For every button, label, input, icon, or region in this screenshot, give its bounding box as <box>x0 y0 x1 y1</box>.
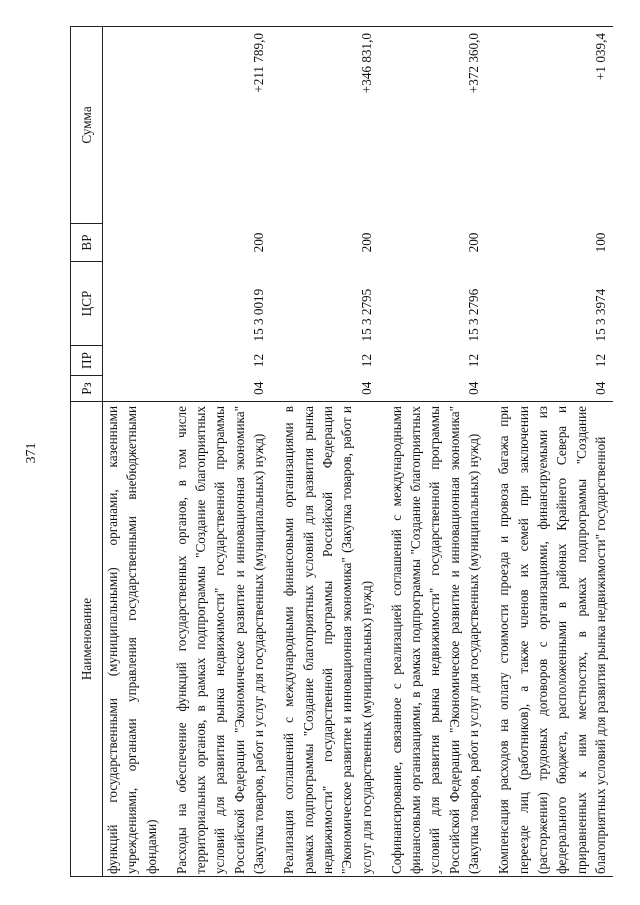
rotated-page-content <box>70 27 608 877</box>
header-rz: Рз <box>71 376 103 402</box>
row-sum: +346 831,0 <box>271 27 378 224</box>
row-name: Расходы на обеспечение функций государственных органов, в том числе территориальных органов, в рамках подпрограммы "Создание благоприятных условий для развития рынка недвижимости" государственной программы Российской Федерации "Экономическое развитие и инновационная экономика" (Закупка товаров, работ и услуг для государственных (муниципальных) нужд) <box>164 402 271 877</box>
header-sum: Сумма <box>71 27 103 224</box>
header-name: Наименование <box>71 402 103 877</box>
row-sum: +1 039,4 <box>486 27 613 224</box>
table-row <box>103 27 164 877</box>
header-pr: ПР <box>71 346 103 376</box>
row-pr: 12 <box>251 353 267 368</box>
row-rz: 04 <box>251 381 267 395</box>
row-pr <box>103 346 164 376</box>
row-vr: 200 <box>251 232 267 253</box>
header-vr: ВР <box>71 224 103 262</box>
row-sum: +211 789,0 <box>164 27 271 224</box>
row-sum <box>103 27 164 224</box>
row-name: функций государственными (муниципальными) органами, казенными учреждениями, органами управления государственными внебюджетными фондами) <box>103 402 164 877</box>
header-csr: ЦСР <box>71 262 103 346</box>
row-rz <box>103 376 164 402</box>
row-csr: 15 3 3974 <box>592 288 608 342</box>
table-row <box>164 27 271 877</box>
table-row <box>379 27 486 877</box>
page-number: 371 <box>24 442 39 464</box>
row-name: Реализация соглашений с международными финансовыми организациями в рамках подпрограммы "Создание благоприятных условий для развития рынка недвижимости" государственной программы Российской Федерации "Экономическое развитие и инновационная экономика" (Закупка товаров, работ и услуг для государственных (муниципальных) нужд) <box>271 402 378 877</box>
table-row <box>486 27 613 877</box>
row-sum: +372 360,0 <box>379 27 486 224</box>
row-rz: 04 <box>466 381 482 395</box>
row-name: Компенсация расходов на оплату стоимости проезда и провоза багажа при переезде лиц (работников), а также членов их семей при заключении (расторжении) трудовых договоров с организациями, финансируемыми из федерального бюджета, расположенными в районах Крайнего Севера и приравненных к ним местностях, в рамках подпрограммы "Создание благоприятных условий для развития рынка недвижимости" государственной <box>486 402 613 877</box>
row-vr: 200 <box>358 232 374 253</box>
row-csr <box>103 262 164 346</box>
row-pr: 12 <box>358 353 374 368</box>
row-name: Софинансирование, связанное с реализацией соглашений с международными финансовыми организациями, в рамках подпрограммы "Создание благоприятных условий для развития рынка недвижимости" государственной программы Российской Федерации "Экономическое развитие и инновационная экономика" (Закупка товаров, работ и услуг для государственных (муниципальных) нужд) <box>379 402 486 877</box>
budget-table <box>70 26 613 877</box>
row-vr <box>103 224 164 262</box>
row-csr: 15 3 2795 <box>358 288 374 342</box>
row-csr: 15 3 2796 <box>466 288 482 342</box>
row-csr: 15 3 0019 <box>251 288 267 342</box>
row-pr: 12 <box>592 353 608 368</box>
row-vr: 200 <box>466 232 482 253</box>
row-rz: 04 <box>592 381 608 395</box>
row-pr: 12 <box>466 353 482 368</box>
table-row <box>271 27 378 877</box>
table-header-row <box>71 27 103 877</box>
row-vr: 100 <box>592 232 608 253</box>
row-rz: 04 <box>358 381 374 395</box>
